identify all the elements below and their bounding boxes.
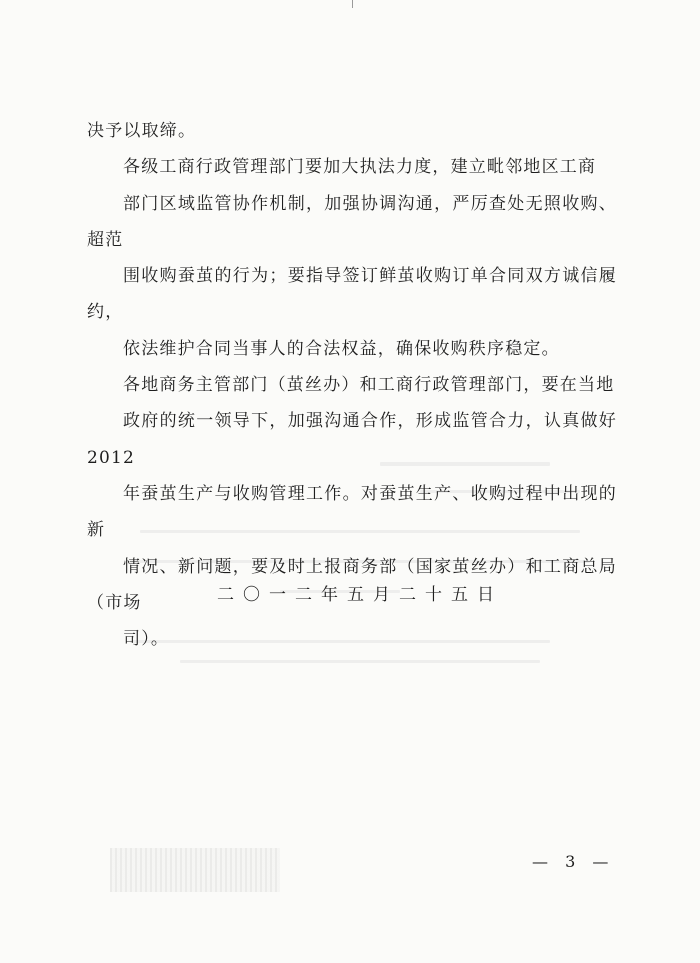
scan-smudge [110, 848, 280, 892]
scan-edge-mark [352, 0, 353, 8]
document-date: 二〇一二年五月二十五日 [217, 585, 503, 605]
text-line: 年蚕茧生产与收购管理工作。对蚕茧生产、收购过程中出现的新 [87, 483, 617, 541]
paragraph-coordination [87, 367, 617, 657]
text-line: 情况、新问题，要及时上报商务部（国家茧丝办）和工商总局（市场 [87, 556, 617, 613]
text-line: 司）。 [123, 629, 170, 650]
text-line: 围收购蚕茧的行为；要指导签订鲜茧收购订单合同双方诚信履约， [87, 266, 617, 323]
paragraph-enforcement [87, 149, 617, 367]
text-line: 依法维护合同当事人的合法权益，确保收购秩序稳定。 [123, 338, 560, 359]
document-body [87, 113, 617, 657]
bleed-through-mark [180, 660, 540, 663]
page-number: — 3 — [532, 852, 615, 871]
text-line: 政府的统一领导下，加强沟通合作，形成监管合力，认真做好 2012 [87, 411, 617, 468]
text-line: 各级工商行政管理部门要加大执法力度，建立毗邻地区工商 [123, 157, 597, 178]
text-line: 决予以取缔。 [87, 121, 197, 141]
text-line: 各地商务主管部门（茧丝办）和工商行政管理部门，要在当地 [123, 375, 615, 396]
paragraph-continuation [87, 113, 617, 149]
text-line: 部门区域监管协作机制，加强协调沟通，严厉查处无照收购、超范 [87, 193, 617, 250]
